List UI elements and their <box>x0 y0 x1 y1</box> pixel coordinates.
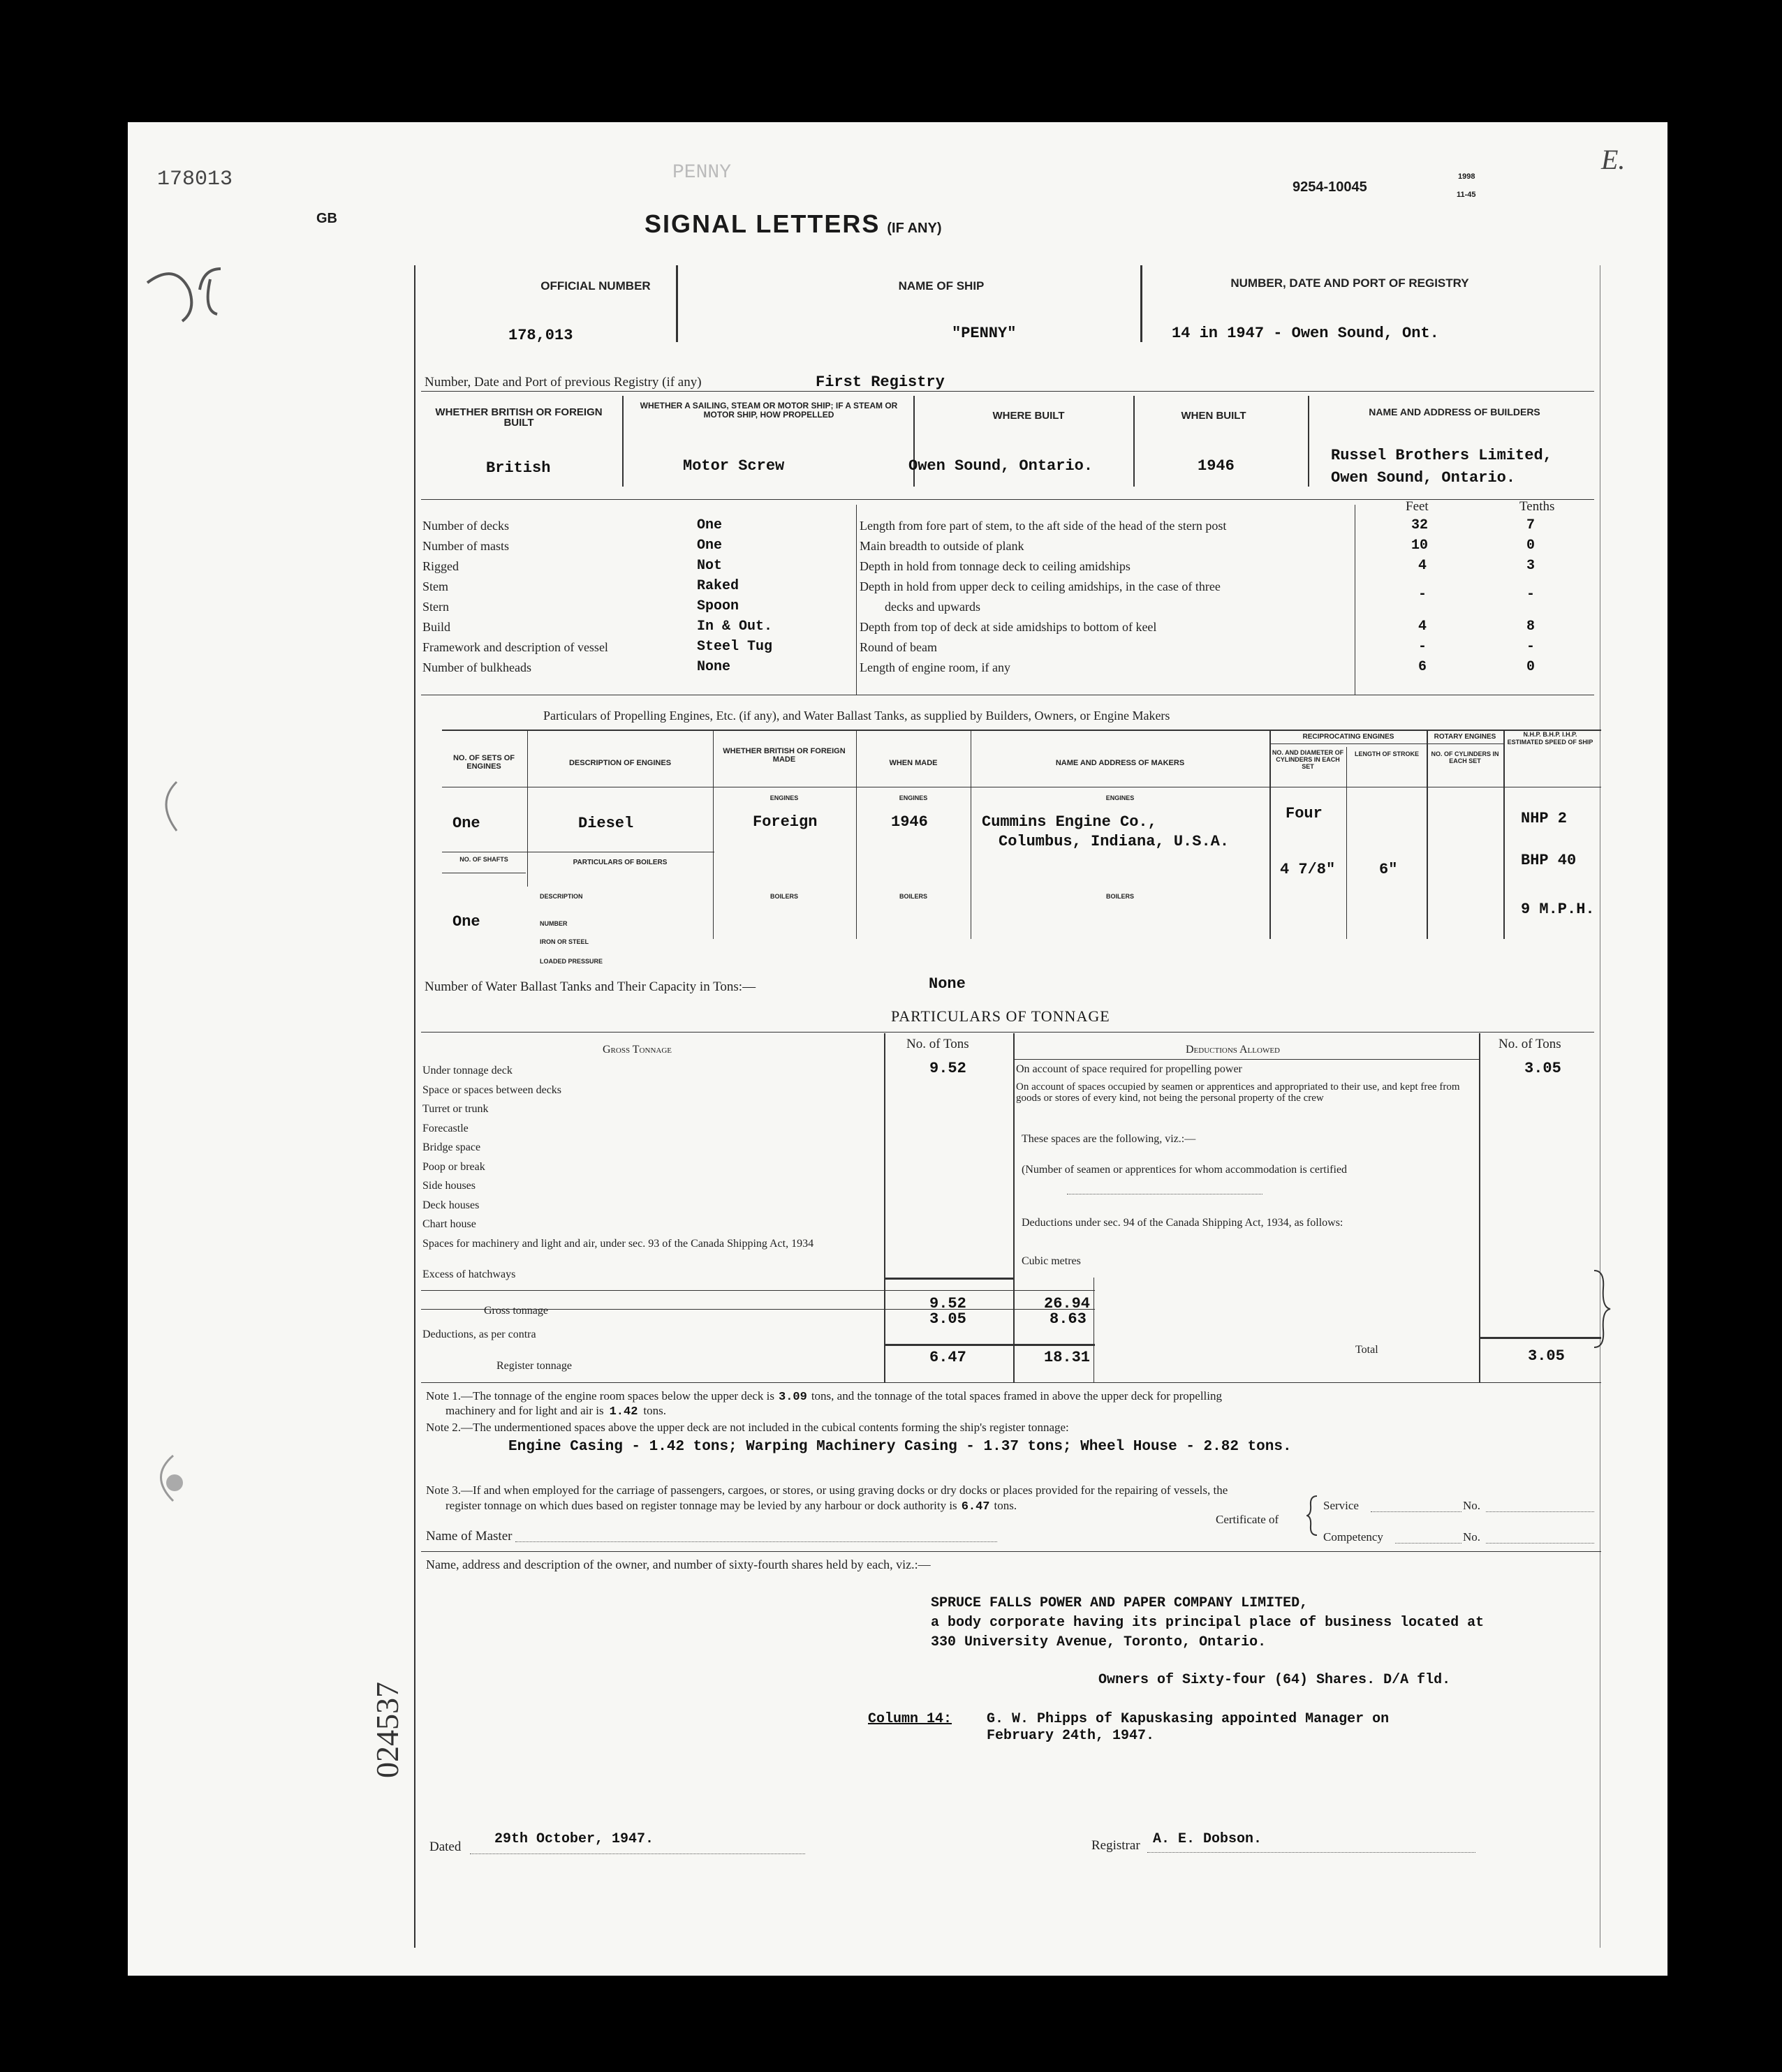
h-rotary: ROTARY ENGINES <box>1434 733 1496 741</box>
dimension-label: Depth in hold from upper deck to ceiling amidships, in the case of three <box>860 579 1221 593</box>
service-no-line <box>1486 1511 1594 1512</box>
divider <box>676 265 678 342</box>
feature-label: Number of bulkheads <box>422 660 531 674</box>
dimension-label: Length of engine room, if any <box>860 660 1010 674</box>
feature-row <box>422 600 855 620</box>
divider <box>1140 265 1142 342</box>
feature-row <box>422 640 855 660</box>
feature-value: One <box>697 517 723 533</box>
signal-letters-heading <box>645 209 942 239</box>
owner-label: Name, address and description of the owner, and number of sixty-fourth shares held by each, viz.:— <box>426 1557 931 1571</box>
no-tons-label: No. of Tons <box>906 1037 969 1051</box>
corner-stamp: 1998 <box>1458 172 1475 181</box>
rule <box>1013 1059 1479 1060</box>
ballast-label: Number of Water Ballast Tanks and Their Capacity in Tons:— <box>425 979 756 994</box>
side-number: 024537 <box>369 1682 405 1778</box>
gross-m3: 26.94 <box>1044 1295 1091 1312</box>
note1-text-c: machinery and for light and air is <box>446 1404 604 1417</box>
b-description: DESCRIPTION <box>540 893 583 900</box>
feature-value: None <box>697 659 731 675</box>
engines-word: ENGINES <box>770 794 799 801</box>
gross-tons: 9.52 <box>929 1295 966 1312</box>
note3-text-b: register tonnage on which dues based on register tonnage may be levied by any harbour or dock authority is <box>446 1499 957 1512</box>
gross-item <box>422 1084 883 1104</box>
service-label: Service <box>1323 1499 1359 1512</box>
h-desc: DESCRIPTION OF ENGINES <box>568 759 672 767</box>
dimension-tenths: 7 <box>1526 517 1536 533</box>
gross-item-label: Bridge space <box>422 1141 481 1153</box>
gross-item-label: Deck houses <box>422 1199 480 1211</box>
feature-value: In & Out. <box>697 619 773 635</box>
b-iron: IRON OR STEEL <box>540 938 589 945</box>
rule <box>421 391 1594 392</box>
dimension-feet: 6 <box>1418 659 1427 675</box>
speed: 9 M.P.H. <box>1521 901 1595 918</box>
note3-text-c: tons. <box>994 1499 1017 1512</box>
dimension-row <box>860 660 1600 681</box>
competency-dotted-line <box>1395 1543 1461 1544</box>
dimension-tenths: - <box>1526 586 1536 602</box>
gross-item-label: Spaces for machinery and light and air, under sec. 93 of the Canada Shipping Act, 1934 <box>422 1237 814 1250</box>
h-makers: NAME AND ADDRESS OF MAKERS <box>1055 759 1185 767</box>
builders-line-2: Owen Sound, Ontario. <box>1331 469 1516 487</box>
rule <box>421 1382 1601 1383</box>
dimension-tenths: 0 <box>1526 659 1536 675</box>
service-no-label: No. <box>1463 1499 1481 1512</box>
dimension-feet: - <box>1418 639 1427 655</box>
feature-row <box>422 579 855 600</box>
feature-label: Rigged <box>422 559 459 573</box>
gross-item <box>422 1065 883 1084</box>
shafts: One <box>452 913 480 931</box>
when-built-label: WHEN BUILT <box>1181 410 1246 422</box>
certificate-label: Certificate of <box>1216 1513 1279 1526</box>
h-stroke: LENGTH OF STROKE <box>1355 750 1419 757</box>
dimension-row <box>860 640 1600 660</box>
feature-label: Stern <box>422 600 449 614</box>
previous-registry-value: First Registry <box>816 373 945 391</box>
owner-line-3: 330 University Avenue, Toronto, Ontario. <box>931 1634 1267 1650</box>
when-built-value: 1946 <box>1198 457 1235 475</box>
note3-value: 6.47 <box>961 1500 990 1514</box>
registrar-value: A. E. Dobson. <box>1153 1831 1262 1847</box>
dimension-tenths: 0 <box>1526 538 1536 554</box>
punch-mark-2 <box>145 1452 187 1508</box>
dimension-feet: 10 <box>1411 538 1429 554</box>
feature-value: One <box>697 538 723 554</box>
registrar-dotted-line <box>1147 1852 1475 1853</box>
makers-line-2: Columbus, Indiana, U.S.A. <box>999 833 1230 850</box>
h-british: WHETHER BRITISH OR FOREIGN MADE <box>723 747 846 764</box>
gb-mark: GB <box>316 211 337 226</box>
british-built-label: WHETHER BRITISH OR FOREIGN BUILT <box>435 406 603 429</box>
dimension-row <box>860 579 1600 600</box>
boilers-word: BOILERS <box>770 893 798 900</box>
h-cyl: NO. AND DIAMETER OF CYLINDERS IN EACH SET <box>1272 749 1344 770</box>
note3: Note 3.—If and when employed for the carriage of passengers, cargoes, or stores, or using graving docks or dry docks or places provided for the repairing of vessels, the <box>426 1483 1228 1497</box>
feature-row <box>422 539 855 559</box>
dimension-label: Depth from top of deck at side amidships to bottom of keel <box>860 620 1157 634</box>
dimension-feet: 32 <box>1411 517 1429 533</box>
note1-value-2: 1.42 <box>609 1405 638 1419</box>
note2-value: Engine Casing - 1.42 tons; Warping Machinery Casing - 1.37 tons; Wheel House - 2.82 tons. <box>508 1439 1292 1455</box>
note1-text-d: tons. <box>643 1404 667 1417</box>
note1-value-1: 3.09 <box>779 1391 807 1404</box>
propelled-label: WHETHER A SAILING, STEAM OR MOTOR SHIP; IF A STEAM OR MOTOR SHIP, HOW PROPELLED <box>640 401 898 420</box>
corner-official-number: 178013 <box>157 168 233 191</box>
gross-item-label: Forecastle <box>422 1122 469 1134</box>
divider <box>1346 747 1347 939</box>
feature-value: Steel Tug <box>697 639 773 655</box>
dimensions-list <box>860 519 1600 681</box>
dated-dotted-line <box>470 1853 805 1854</box>
feature-value: Not <box>697 558 723 574</box>
dimension-label: decks and upwards <box>885 600 980 614</box>
competency-no-label: No. <box>1463 1530 1481 1544</box>
gross-item <box>422 1268 883 1288</box>
stroke: 6" <box>1379 861 1398 878</box>
total-label: Total <box>1355 1344 1378 1356</box>
ship-name: "PENNY" <box>952 325 1017 342</box>
dimension-row <box>860 600 1600 620</box>
handwritten-mark <box>133 255 238 332</box>
feature-label: Number of masts <box>422 539 509 553</box>
competency-no-line <box>1486 1543 1594 1544</box>
total-value: 3.05 <box>1528 1347 1565 1365</box>
feature-label: Stem <box>422 579 449 593</box>
rule <box>885 1278 1013 1280</box>
column14-label: Column 14: <box>868 1711 952 1727</box>
column14-line-1: G. W. Phipps of Kapuskasing appointed Manager on <box>987 1711 1390 1727</box>
frame-left <box>414 265 415 1948</box>
divider <box>1308 396 1309 487</box>
dated-label: Dated <box>429 1840 462 1854</box>
no-tons-label-2: No. of Tons <box>1498 1037 1561 1051</box>
ded-sec94: Deductions under sec. 94 of the Canada Shipping Act, 1934, as follows: <box>1022 1217 1343 1229</box>
divider <box>1479 1033 1480 1382</box>
cylinders: Four <box>1286 805 1323 822</box>
dimension-row <box>860 620 1600 640</box>
master-dotted-line <box>515 1541 997 1542</box>
register-m3: 18.31 <box>1044 1349 1091 1366</box>
corner-stamp-b: 11-45 <box>1457 191 1476 199</box>
deduction-tons: 3.05 <box>929 1310 966 1328</box>
cubic-metres-label: Cubic metres <box>1022 1255 1081 1267</box>
ballast-value: None <box>929 975 966 993</box>
gross-items-list <box>422 1065 883 1287</box>
engine-when: 1946 <box>891 813 928 831</box>
builders-line-1: Russel Brothers Limited, <box>1331 447 1552 464</box>
gross-item-label: Excess of hatchways <box>422 1268 516 1280</box>
feature-row <box>422 559 855 579</box>
h-when: WHEN MADE <box>889 759 938 767</box>
makers-line-1: Cummins Engine Co., <box>982 813 1157 831</box>
cylinder-diameter: 4 7/8" <box>1280 861 1336 878</box>
registry-label: NUMBER, DATE AND PORT OF REGISTRY <box>1230 276 1469 290</box>
gross-item-label: Space or spaces between decks <box>422 1083 562 1096</box>
dimension-row <box>860 559 1600 579</box>
deductions-contra-label: Deductions, as per contra <box>422 1329 536 1340</box>
official-number-label: OFFICIAL NUMBER <box>540 279 651 293</box>
ded-following: These spaces are the following, viz.:— <box>1022 1133 1196 1145</box>
gross-item <box>422 1218 883 1238</box>
h-sets: NO. OF SETS OF ENGINES <box>452 754 515 771</box>
punch-mark-1 <box>149 775 191 838</box>
where-built-value: Owen Sound, Ontario. <box>908 457 1094 475</box>
divider <box>1133 396 1135 487</box>
engines-word: ENGINES <box>899 794 928 801</box>
gross-item <box>422 1103 883 1123</box>
feature-label: Number of decks <box>422 519 509 533</box>
master-label: Name of Master <box>426 1529 513 1544</box>
gross-item-label: Turret or trunk <box>422 1103 489 1115</box>
divider <box>884 1033 885 1382</box>
gross-item <box>422 1238 883 1268</box>
dimension-tenths: 8 <box>1526 619 1536 635</box>
features-list <box>422 519 855 681</box>
ded-propelling: On account of space required for propelling power <box>1016 1063 1242 1075</box>
divider <box>1503 730 1505 939</box>
feature-label: Build <box>422 620 451 634</box>
deductions-label: Deductions Allowed <box>1186 1044 1280 1056</box>
register-tonnage-label: Register tonnage <box>496 1360 572 1372</box>
certificate-brace-icon <box>1306 1495 1320 1537</box>
owner-line-4: Owners of Sixty-four (64) Shares. D/A fld. <box>1098 1672 1451 1688</box>
note1-line2 <box>446 1404 666 1419</box>
ded-crew: On account of spaces occupied by seamen or apprentices and appropriated to their use, and kept free from goods or stores of every kind, not being the personal property of the crew <box>1016 1081 1460 1104</box>
registry-value: 14 in 1947 - Owen Sound, Ont. <box>1172 325 1439 342</box>
gross-item-label: Chart house <box>422 1218 476 1230</box>
if-any: (IF ANY) <box>887 221 942 236</box>
b-number: NUMBER <box>540 920 568 927</box>
feature-value: Spoon <box>697 598 739 614</box>
registrar-label: Registrar <box>1091 1838 1140 1853</box>
ship-name-label: NAME OF SHIP <box>898 279 985 293</box>
rule <box>421 1032 1594 1033</box>
divider <box>622 396 624 487</box>
column14-line-2: February 24th, 1947. <box>987 1728 1155 1744</box>
service-dotted-line <box>1371 1511 1461 1512</box>
feature-row <box>422 660 855 681</box>
feet-label: Feet <box>1406 499 1429 514</box>
gross-item <box>422 1123 883 1142</box>
builders-label: NAME AND ADDRESS OF BUILDERS <box>1369 406 1540 417</box>
divider <box>856 730 857 939</box>
feature-row <box>422 620 855 640</box>
previous-registry-label: Number, Date and Port of previous Registry (if any) <box>425 375 702 390</box>
ded-propelling-value: 3.05 <box>1524 1060 1561 1077</box>
ded-number: (Number of seamen or apprentices for whom accommodation is certified <box>1022 1164 1348 1176</box>
form-code: 9254-10045 <box>1293 179 1367 195</box>
nhp: NHP 2 <box>1521 810 1568 827</box>
bhp: BHP 40 <box>1521 852 1577 869</box>
engine-british: Foreign <box>753 813 818 831</box>
dimension-label: Depth in hold from tonnage deck to ceiling amidships <box>860 559 1131 573</box>
dimension-row <box>860 539 1600 559</box>
rule <box>1479 1337 1601 1339</box>
tonnage-title: PARTICULARS OF TONNAGE <box>891 1007 1110 1025</box>
british-value: British <box>486 459 551 477</box>
engine-desc: Diesel <box>578 815 634 832</box>
gross-tonnage-label: Gross tonnage <box>484 1305 548 1317</box>
h-rot-cyl: NO. OF CYLINDERS IN EACH SET <box>1431 750 1499 764</box>
owner-line-1: SPRUCE FALLS POWER AND PAPER COMPANY LIMITED, <box>931 1595 1309 1611</box>
note1 <box>426 1389 1222 1404</box>
gross-item <box>422 1161 883 1181</box>
b-pressure: LOADED PRESSURE <box>540 958 603 965</box>
dimension-tenths: 3 <box>1526 558 1536 574</box>
rule <box>421 1290 1095 1291</box>
rule <box>1269 743 1503 744</box>
tenths-label: Tenths <box>1519 499 1555 514</box>
engine-sets: One <box>452 815 480 832</box>
divider <box>713 730 714 939</box>
dimension-label: Main breadth to outside of plank <box>860 539 1024 553</box>
deduction-m3: 8.63 <box>1050 1310 1087 1328</box>
where-built-label: WHERE BUILT <box>992 410 1065 422</box>
dimension-feet: - <box>1418 586 1427 602</box>
divider <box>527 730 528 887</box>
rule <box>421 1551 1601 1552</box>
divider <box>1013 1033 1015 1382</box>
faint-ship-name: PENNY <box>672 162 732 184</box>
boilers-word: BOILERS <box>1105 893 1134 900</box>
note1-text-a: Note 1.—The tonnage of the engine room spaces below the upper deck is <box>426 1389 774 1403</box>
note3-line2 <box>446 1499 1017 1514</box>
divider <box>856 505 857 695</box>
document-page <box>128 122 1667 1976</box>
note2: Note 2.—The undermentioned spaces above the upper deck are not included in the cubical contents forming the ship's register tonnage: <box>426 1421 1069 1434</box>
gross-item-label: Under tonnage deck <box>422 1065 513 1076</box>
dimension-label: Length from fore part of stem, to the aft side of the head of the stern post <box>860 519 1227 533</box>
h-recip: RECIPROCATING ENGINES <box>1302 733 1394 741</box>
gross-item <box>422 1180 883 1199</box>
dimension-feet: 4 <box>1418 619 1427 635</box>
dimension-label: Round of beam <box>860 640 937 654</box>
gross-item <box>422 1141 883 1161</box>
gross-label: Gross Tonnage <box>603 1044 672 1056</box>
official-number: 178,013 <box>508 327 573 344</box>
dated-value: 29th October, 1947. <box>494 1831 654 1847</box>
engines-title: Particulars of Propelling Engines, Etc. (if any), and Water Ballast Tanks, as supplied by Builders, Owners, or Engine Makers <box>543 709 1170 723</box>
engines-word: ENGINES <box>1105 794 1135 801</box>
h-shafts: NO. OF SHAFTS <box>459 856 508 863</box>
page-mark: E. <box>1601 144 1626 175</box>
gross-item <box>422 1199 883 1219</box>
register-tons: 6.47 <box>929 1349 966 1366</box>
h-boilers: PARTICULARS OF BOILERS <box>573 859 668 866</box>
signal-letters: SIGNAL LETTERS <box>645 209 881 238</box>
note1-text-b: tons, and the tonnage of the total spaces framed in above the upper deck for propelling <box>811 1389 1223 1403</box>
dimension-row <box>860 519 1600 539</box>
competency-label: Competency <box>1323 1530 1383 1544</box>
h-nhp: N.H.P. B.H.P. I.H.P. ESTIMATED SPEED OF SHIP <box>1507 731 1593 746</box>
gross-item-label: Side houses <box>422 1180 476 1192</box>
propelled-value: Motor Screw <box>683 457 785 475</box>
rule <box>885 1344 1095 1346</box>
feature-value: Raked <box>697 578 739 594</box>
under-deck-tons: 9.52 <box>929 1060 966 1077</box>
owner-line-2: a body corporate having its principal place of business located at <box>931 1615 1485 1631</box>
dimension-tenths: - <box>1526 639 1536 655</box>
feature-label: Framework and description of vessel <box>422 640 608 654</box>
gross-item-label: Poop or break <box>422 1160 485 1173</box>
boilers-word: BOILERS <box>899 893 927 900</box>
feature-row <box>422 519 855 539</box>
dimension-feet: 4 <box>1418 558 1427 574</box>
